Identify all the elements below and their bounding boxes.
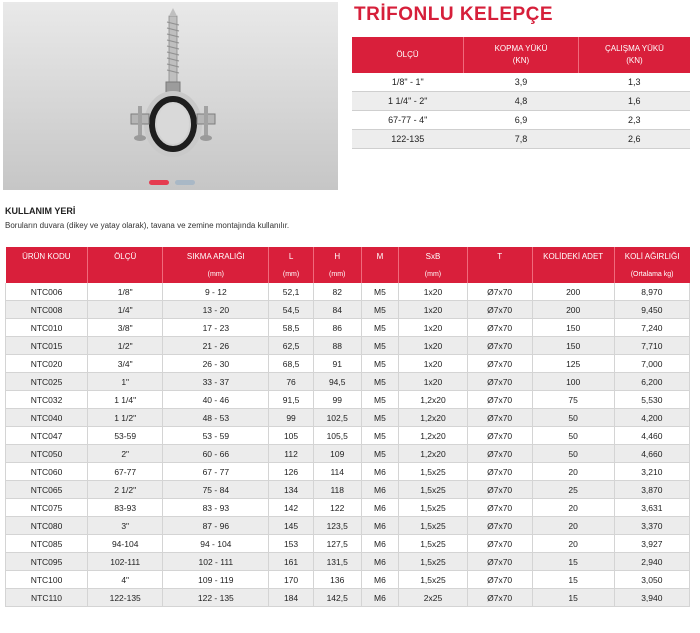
- table-row: [6, 337, 690, 355]
- table-cell: Ø7x70: [467, 535, 532, 553]
- table-cell: Ø7x70: [467, 409, 532, 427]
- carousel-dot-active[interactable]: [149, 180, 169, 185]
- table-cell: NTC065: [6, 481, 88, 499]
- table-cell: 48 - 53: [163, 409, 269, 427]
- table-cell: 200: [532, 283, 614, 301]
- table-cell: 142: [269, 499, 313, 517]
- table-cell: 9 - 12: [163, 283, 269, 301]
- table-cell: 99: [313, 391, 361, 409]
- table-row: [6, 373, 690, 391]
- table-cell: 87 - 96: [163, 517, 269, 535]
- table-row: [6, 409, 690, 427]
- spec-header-unit: (KN): [626, 56, 643, 65]
- table-cell: 1,5x25: [399, 499, 467, 517]
- spec-header-cell: [464, 37, 579, 73]
- table-cell: 170: [269, 571, 313, 589]
- table-cell: 52,1: [269, 283, 313, 301]
- table-row: [6, 355, 690, 373]
- table-cell: 20: [532, 499, 614, 517]
- table-cell: 8,970: [614, 283, 689, 301]
- table-cell: 2": [88, 445, 163, 463]
- product-header-cell: ÜRÜN KODU: [6, 247, 88, 265]
- table-cell: 26 - 30: [163, 355, 269, 373]
- table-cell: 3,870: [614, 481, 689, 499]
- product-header-cell: KOLİ AĞIRLIĞI: [614, 247, 689, 265]
- table-cell: 4,200: [614, 409, 689, 427]
- table-cell: 67 - 77: [163, 463, 269, 481]
- product-unit-cell: [6, 265, 88, 283]
- product-header-cell: SxB: [399, 247, 467, 265]
- product-unit-cell: [532, 265, 614, 283]
- spec-cell: 4,8: [464, 92, 579, 111]
- table-cell: 1,2x20: [399, 445, 467, 463]
- table-cell: M6: [361, 589, 399, 607]
- product-header-cell: ÖLÇÜ: [88, 247, 163, 265]
- product-unit-cell: [361, 265, 399, 283]
- table-row: [6, 301, 690, 319]
- table-cell: 105: [269, 427, 313, 445]
- table-cell: 118: [313, 481, 361, 499]
- spec-row: [352, 111, 690, 130]
- table-cell: 142,5: [313, 589, 361, 607]
- table-cell: Ø7x70: [467, 571, 532, 589]
- table-cell: 1,5x25: [399, 571, 467, 589]
- table-cell: 122-135: [88, 589, 163, 607]
- table-cell: 102 - 111: [163, 553, 269, 571]
- load-spec-table: [352, 37, 690, 149]
- product-header-cell: H: [313, 247, 361, 265]
- table-cell: 1x20: [399, 301, 467, 319]
- table-row: [6, 463, 690, 481]
- table-cell: 20: [532, 517, 614, 535]
- table-cell: 109 - 119: [163, 571, 269, 589]
- product-header-cell: KOLİDEKİ ADET: [532, 247, 614, 265]
- table-cell: 76: [269, 373, 313, 391]
- table-cell: NTC095: [6, 553, 88, 571]
- table-cell: 7,710: [614, 337, 689, 355]
- table-cell: 126: [269, 463, 313, 481]
- table-row: [6, 517, 690, 535]
- table-cell: 54,5: [269, 301, 313, 319]
- table-cell: 2 1/2": [88, 481, 163, 499]
- table-cell: 1 1/2": [88, 409, 163, 427]
- table-cell: 125: [532, 355, 614, 373]
- table-cell: 53-59: [88, 427, 163, 445]
- spec-header-cell: [352, 37, 464, 73]
- table-cell: 5,530: [614, 391, 689, 409]
- table-cell: 15: [532, 553, 614, 571]
- table-cell: NTC085: [6, 535, 88, 553]
- table-cell: 1,5x25: [399, 535, 467, 553]
- table-cell: 1x20: [399, 355, 467, 373]
- product-unit-cell: (mm): [399, 265, 467, 283]
- table-cell: 1,5x25: [399, 463, 467, 481]
- spec-cell: 122-135: [352, 130, 464, 149]
- table-cell: 150: [532, 319, 614, 337]
- table-cell: 131,5: [313, 553, 361, 571]
- table-cell: Ø7x70: [467, 445, 532, 463]
- usage-heading: KULLANIM YERİ: [5, 206, 76, 216]
- table-cell: 3,631: [614, 499, 689, 517]
- table-cell: NTC050: [6, 445, 88, 463]
- table-cell: NTC008: [6, 301, 88, 319]
- table-cell: NTC040: [6, 409, 88, 427]
- table-cell: NTC025: [6, 373, 88, 391]
- table-cell: 40 - 46: [163, 391, 269, 409]
- product-unit-cell: (mm): [163, 265, 269, 283]
- table-cell: 122 - 135: [163, 589, 269, 607]
- table-cell: 60 - 66: [163, 445, 269, 463]
- spec-cell: 67-77 - 4": [352, 111, 464, 130]
- table-row: [6, 319, 690, 337]
- table-row: [6, 589, 690, 607]
- table-cell: 75 - 84: [163, 481, 269, 499]
- table-row: [6, 481, 690, 499]
- table-row: [6, 499, 690, 517]
- table-cell: 82: [313, 283, 361, 301]
- spec-cell: 2,3: [578, 111, 690, 130]
- table-cell: 99: [269, 409, 313, 427]
- table-cell: 3,370: [614, 517, 689, 535]
- table-cell: M5: [361, 373, 399, 391]
- table-cell: 200: [532, 301, 614, 319]
- table-cell: NTC060: [6, 463, 88, 481]
- table-cell: 122: [313, 499, 361, 517]
- table-cell: 100: [532, 373, 614, 391]
- table-cell: 21 - 26: [163, 337, 269, 355]
- table-cell: 62,5: [269, 337, 313, 355]
- table-cell: 50: [532, 409, 614, 427]
- table-cell: NTC032: [6, 391, 88, 409]
- table-row: [6, 553, 690, 571]
- product-header-cell: M: [361, 247, 399, 265]
- table-cell: NTC015: [6, 337, 88, 355]
- table-cell: 1x20: [399, 337, 467, 355]
- spec-header-label: ÖLÇÜ: [396, 50, 419, 59]
- table-cell: 184: [269, 589, 313, 607]
- table-cell: 3/4": [88, 355, 163, 373]
- spec-header-label: KOPMA YÜKÜ: [494, 44, 548, 53]
- table-cell: 4": [88, 571, 163, 589]
- table-cell: 50: [532, 445, 614, 463]
- spec-header-label: ÇALIŞMA YÜKÜ: [604, 44, 664, 53]
- usage-text: Boruların duvara (dikey ve yatay olarak), tavana ve zemine montajında kullanılır.: [5, 221, 290, 230]
- table-cell: Ø7x70: [467, 319, 532, 337]
- spec-header-row: [352, 37, 690, 73]
- spec-header-unit: (KN): [512, 56, 530, 65]
- table-cell: 58,5: [269, 319, 313, 337]
- table-row: [6, 445, 690, 463]
- table-cell: M5: [361, 283, 399, 301]
- table-row: [6, 535, 690, 553]
- table-cell: Ø7x70: [467, 391, 532, 409]
- table-cell: 91: [313, 355, 361, 373]
- table-row: [6, 427, 690, 445]
- table-cell: 3,940: [614, 589, 689, 607]
- table-cell: 1,5x25: [399, 517, 467, 535]
- table-cell: M5: [361, 427, 399, 445]
- table-cell: Ø7x70: [467, 337, 532, 355]
- spec-row: [352, 130, 690, 149]
- table-cell: NTC075: [6, 499, 88, 517]
- table-cell: 94-104: [88, 535, 163, 553]
- table-cell: 75: [532, 391, 614, 409]
- product-unit-cell: [88, 265, 163, 283]
- spec-cell: 3,9: [464, 73, 579, 92]
- table-cell: Ø7x70: [467, 301, 532, 319]
- table-cell: 127,5: [313, 535, 361, 553]
- table-cell: NTC047: [6, 427, 88, 445]
- table-cell: Ø7x70: [467, 517, 532, 535]
- table-cell: 136: [313, 571, 361, 589]
- table-cell: Ø7x70: [467, 553, 532, 571]
- table-cell: 1 1/4": [88, 391, 163, 409]
- table-cell: 1,2x20: [399, 427, 467, 445]
- table-cell: 1/2": [88, 337, 163, 355]
- product-photo: [3, 2, 338, 190]
- spec-row: [352, 73, 690, 92]
- table-cell: 4,460: [614, 427, 689, 445]
- table-cell: 1,5x25: [399, 553, 467, 571]
- table-cell: 86: [313, 319, 361, 337]
- product-unit-cell: (Ortalama kg): [614, 265, 689, 283]
- product-table: [5, 247, 690, 607]
- table-cell: 94,5: [313, 373, 361, 391]
- table-cell: M5: [361, 319, 399, 337]
- table-cell: 6,200: [614, 373, 689, 391]
- table-cell: 123,5: [313, 517, 361, 535]
- table-cell: 68,5: [269, 355, 313, 373]
- table-cell: NTC100: [6, 571, 88, 589]
- table-cell: M5: [361, 337, 399, 355]
- page-title: TRİFONLU KELEPÇE: [354, 4, 554, 25]
- spec-cell: 7,8: [464, 130, 579, 149]
- spec-cell: 1,6: [578, 92, 690, 111]
- spec-cell: 2,6: [578, 130, 690, 149]
- table-cell: 88: [313, 337, 361, 355]
- table-cell: NTC080: [6, 517, 88, 535]
- table-cell: 33 - 37: [163, 373, 269, 391]
- table-cell: 25: [532, 481, 614, 499]
- table-cell: Ø7x70: [467, 481, 532, 499]
- table-cell: 150: [532, 337, 614, 355]
- table-cell: M5: [361, 301, 399, 319]
- table-cell: 20: [532, 463, 614, 481]
- table-cell: Ø7x70: [467, 355, 532, 373]
- table-cell: M5: [361, 445, 399, 463]
- table-cell: Ø7x70: [467, 463, 532, 481]
- table-cell: Ø7x70: [467, 499, 532, 517]
- carousel-dot[interactable]: [175, 180, 195, 185]
- table-cell: 1x20: [399, 373, 467, 391]
- table-cell: M6: [361, 517, 399, 535]
- table-cell: 20: [532, 535, 614, 553]
- table-row: [6, 571, 690, 589]
- table-cell: M6: [361, 481, 399, 499]
- table-cell: 83-93: [88, 499, 163, 517]
- table-cell: 134: [269, 481, 313, 499]
- table-cell: Ø7x70: [467, 427, 532, 445]
- table-cell: 1,2x20: [399, 391, 467, 409]
- product-header-cell: SIKMA ARALIĞI: [163, 247, 269, 265]
- table-cell: 145: [269, 517, 313, 535]
- table-cell: 3,210: [614, 463, 689, 481]
- table-cell: 3,927: [614, 535, 689, 553]
- table-cell: 1x20: [399, 283, 467, 301]
- table-cell: NTC020: [6, 355, 88, 373]
- table-cell: NTC110: [6, 589, 88, 607]
- product-unit-cell: [467, 265, 532, 283]
- table-cell: 4,660: [614, 445, 689, 463]
- table-cell: 15: [532, 589, 614, 607]
- table-cell: 50: [532, 427, 614, 445]
- table-cell: M6: [361, 553, 399, 571]
- table-cell: 53 - 59: [163, 427, 269, 445]
- product-unit-cell: (mm): [269, 265, 313, 283]
- table-row: [6, 283, 690, 301]
- table-cell: NTC010: [6, 319, 88, 337]
- table-cell: M5: [361, 409, 399, 427]
- table-cell: 67-77: [88, 463, 163, 481]
- table-cell: 102-111: [88, 553, 163, 571]
- product-unit-cell: (mm): [313, 265, 361, 283]
- table-row: [6, 391, 690, 409]
- table-cell: M5: [361, 355, 399, 373]
- table-cell: 7,000: [614, 355, 689, 373]
- table-cell: 105,5: [313, 427, 361, 445]
- table-cell: 84: [313, 301, 361, 319]
- table-cell: 1,2x20: [399, 409, 467, 427]
- table-cell: M5: [361, 391, 399, 409]
- table-cell: M6: [361, 499, 399, 517]
- product-header-cell: L: [269, 247, 313, 265]
- table-cell: 94 - 104: [163, 535, 269, 553]
- table-cell: 1/4": [88, 301, 163, 319]
- table-cell: M6: [361, 571, 399, 589]
- table-cell: 3/8": [88, 319, 163, 337]
- spec-cell: 1 1/4" - 2": [352, 92, 464, 111]
- table-cell: 102,5: [313, 409, 361, 427]
- table-cell: Ø7x70: [467, 589, 532, 607]
- table-cell: 109: [313, 445, 361, 463]
- table-cell: M6: [361, 463, 399, 481]
- spec-row: [352, 92, 690, 111]
- table-cell: M6: [361, 535, 399, 553]
- table-cell: 1/8": [88, 283, 163, 301]
- spec-cell: 6,9: [464, 111, 579, 130]
- spec-cell: 1,3: [578, 73, 690, 92]
- table-cell: 91,5: [269, 391, 313, 409]
- table-cell: 1": [88, 373, 163, 391]
- table-cell: 2x25: [399, 589, 467, 607]
- table-cell: 9,450: [614, 301, 689, 319]
- table-cell: 1x20: [399, 319, 467, 337]
- pipe-clamp-with-screw-icon: [3, 2, 338, 190]
- spec-cell: 1/8" - 1": [352, 73, 464, 92]
- product-header-cell: T: [467, 247, 532, 265]
- table-cell: 3,050: [614, 571, 689, 589]
- table-cell: 17 - 23: [163, 319, 269, 337]
- table-cell: Ø7x70: [467, 373, 532, 391]
- table-cell: 83 - 93: [163, 499, 269, 517]
- table-cell: 13 - 20: [163, 301, 269, 319]
- table-cell: 7,240: [614, 319, 689, 337]
- table-cell: 153: [269, 535, 313, 553]
- table-cell: 15: [532, 571, 614, 589]
- table-cell: 161: [269, 553, 313, 571]
- table-cell: 1,5x25: [399, 481, 467, 499]
- table-cell: 112: [269, 445, 313, 463]
- spec-header-cell: [578, 37, 690, 73]
- product-units-row: [6, 265, 690, 283]
- table-cell: Ø7x70: [467, 283, 532, 301]
- table-cell: 114: [313, 463, 361, 481]
- table-cell: NTC006: [6, 283, 88, 301]
- table-cell: 2,940: [614, 553, 689, 571]
- product-header-row: [6, 247, 690, 265]
- table-cell: 3": [88, 517, 163, 535]
